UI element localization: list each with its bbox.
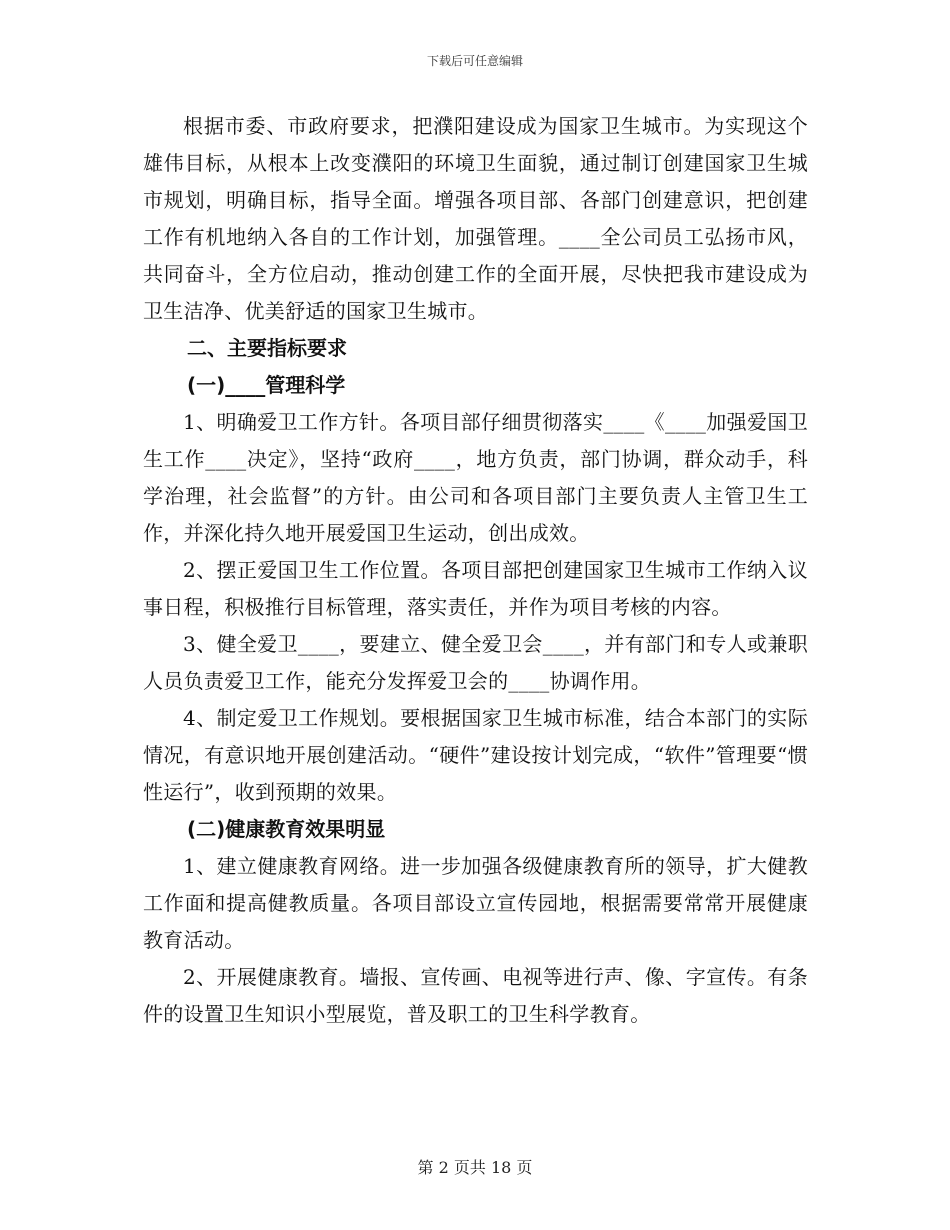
section-heading: 二、主要指标要求 bbox=[187, 336, 347, 360]
list-item: 4、制定爱卫工作规划。要根据国家卫生城市标准，结合本部门的实际情况，有意识地开展创建活动。“硬件”建设按计划完成，“软件”管理要“惯性运行”，收到预期的效果。 bbox=[143, 706, 808, 804]
intro-paragraph: 根据市委、市政府要求，把濮阳建设成为国家卫生城市。为实现这个雄伟目标，从根本上改变濮阳的环境卫生面貌，通过制订创建国家卫生城市规划，明确目标，指导全面。增强各项目部、各部门创建意识，把创建工作有机地纳入各自的工作计划，加强管理。____全公司员工弘扬市风，共同奋斗，全方位启动，推动创建工作的全面开展，尽快把我市建设成为卫生洁净、优美舒适的国家卫生城市。 bbox=[143, 114, 808, 323]
page-header-note: 下载后可任意编辑 bbox=[426, 54, 523, 68]
subsection-heading-2: (二)健康教育效果明显 bbox=[187, 817, 386, 841]
document-body bbox=[143, 108, 808, 1033]
list-item: 1、明确爱卫工作方针。各项目部仔细贯彻落实____《____加强爱国卫生工作____决定》，坚持“政府____，地方负责，部门协调，群众动手，科学治理，社会监督”的方针。由公司和各项目部门主要负责人主管卫生工作，并深化持久地开展爱国卫生运动，创出成效。 bbox=[143, 410, 808, 545]
list-item: 3、健全爱卫____，要建立、健全爱卫会____，并有部门和专人或兼职人员负责爱卫工作，能充分发挥爱卫会的____协调作用。 bbox=[143, 632, 808, 693]
page-number: 第 2 页共 18 页 bbox=[417, 1158, 533, 1177]
list-item: 1、建立健康教育网络。进一步加强各级健康教育所的领导，扩大健教工作面和提高健教质量。各项目部设立宣传园地，根据需要常常开展健康教育活动。 bbox=[143, 854, 808, 952]
list-item: 2、摆正爱国卫生工作位置。各项目部把创建国家卫生城市工作纳入议事日程，积极推行目标管理，落实责任，并作为项目考核的内容。 bbox=[143, 558, 808, 619]
subsection-heading-1: (一)____管理科学 bbox=[187, 373, 346, 397]
list-item: 2、开展健康教育。墙报、宣传画、电视等进行声、像、字宣传。有条件的设置卫生知识小型展览，普及职工的卫生科学教育。 bbox=[143, 965, 808, 1026]
